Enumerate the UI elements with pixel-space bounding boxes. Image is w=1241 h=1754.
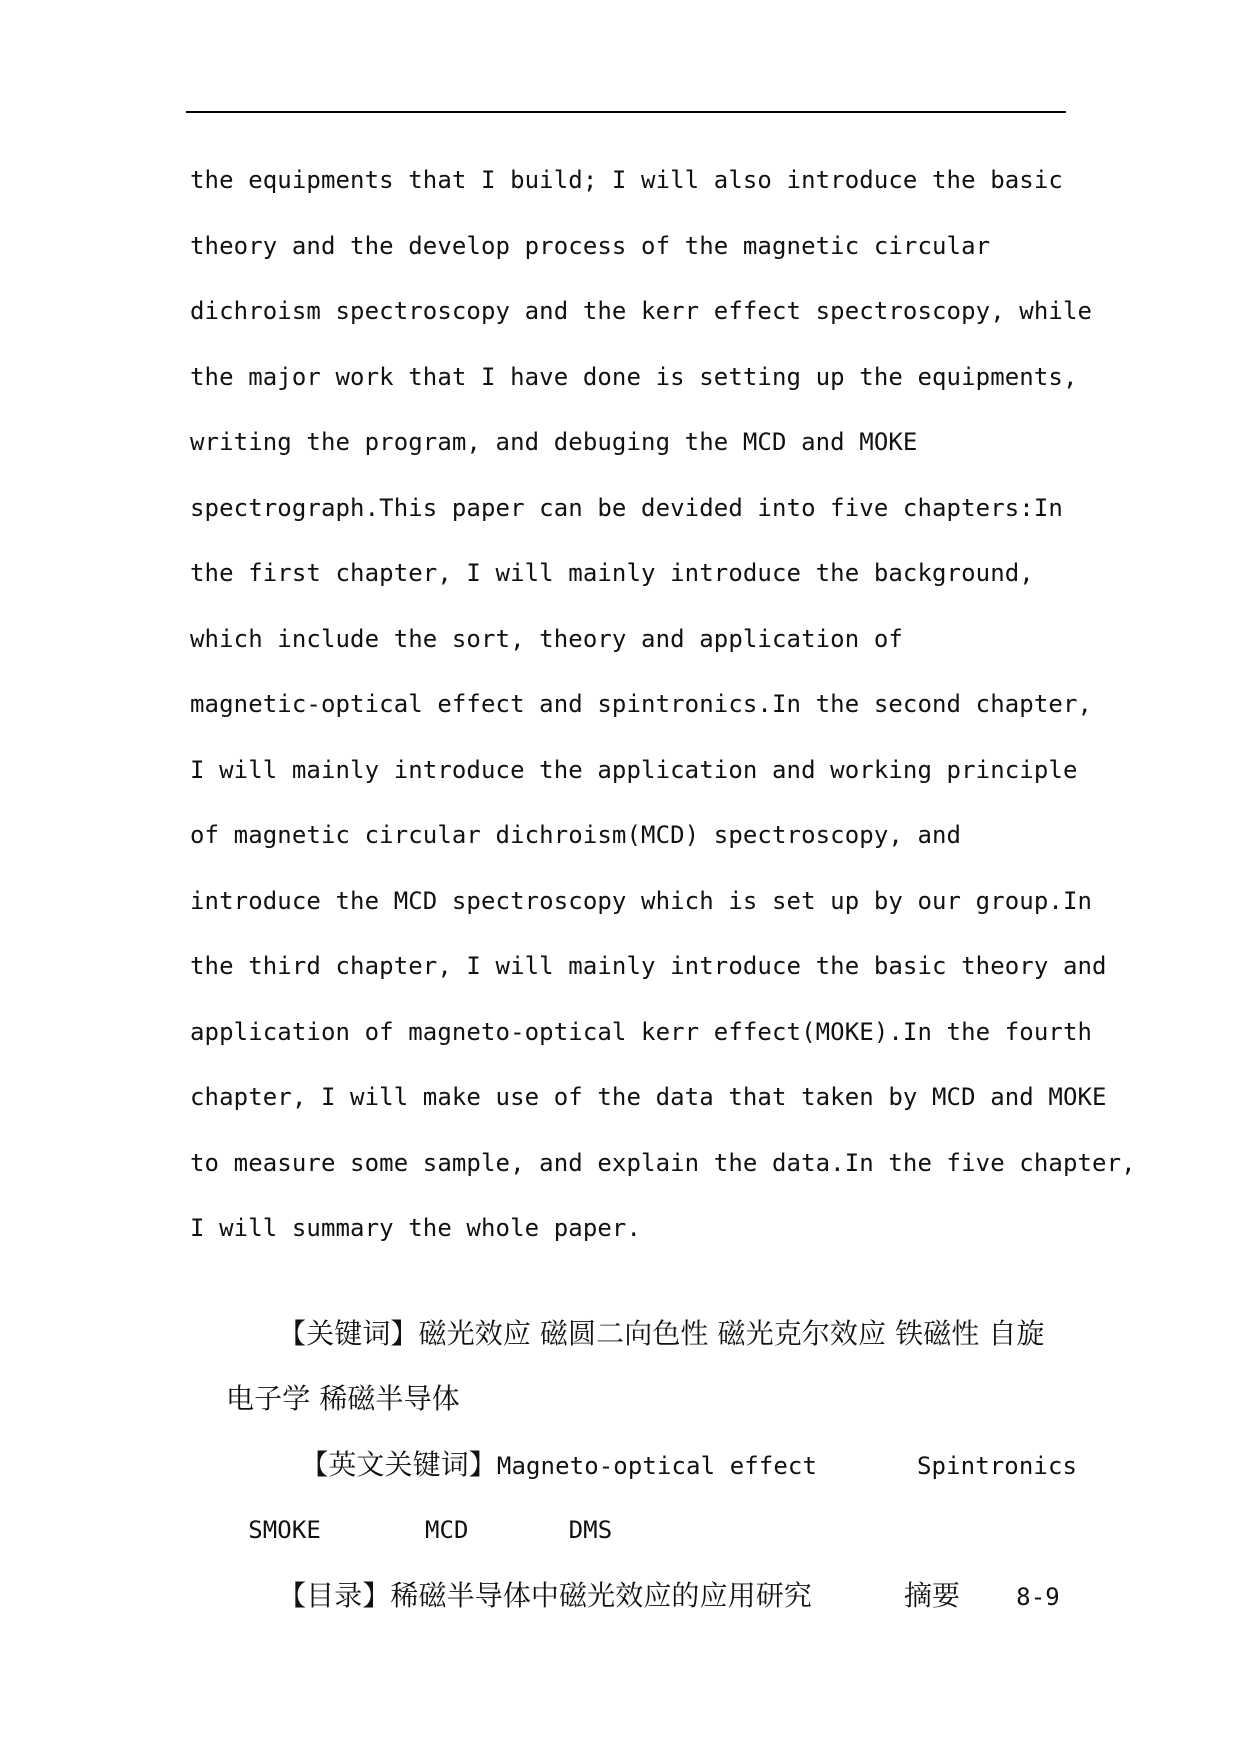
toc-pages: 8-9 — [1016, 1582, 1060, 1611]
toc-section: 摘要 — [903, 1578, 961, 1612]
english-keywords-label: 【英文关键词】 — [300, 1447, 497, 1481]
abstract-line: writing the program, and debuging the MCD and MOKE — [190, 428, 918, 456]
abstract-line: of magnetic circular dichroism(MCD) spectroscopy, and — [190, 821, 962, 849]
english-keyword: MCD — [424, 1516, 469, 1544]
english-keyword: SMOKE — [248, 1516, 321, 1544]
abstract-line: dichroism spectroscopy and the kerr effect spectroscopy, while — [190, 297, 1093, 325]
abstract-line: to measure some sample, and explain the data.In the five chapter, — [190, 1148, 1136, 1177]
english-keyword: Magneto-optical effect — [496, 1451, 817, 1480]
keywords-label: 【关键词】 — [278, 1316, 419, 1350]
abstract-line: theory and the develop process of the magnetic circular — [190, 231, 991, 260]
abstract-line: introduce the MCD spectroscopy which is set up by our group.In — [190, 886, 1093, 915]
abstract-line: I will summary the whole paper. — [190, 1214, 642, 1242]
abstract-line: which include the sort, theory and application of — [190, 624, 903, 653]
keywords-text-cont: 电子学 稀磁半导体 — [226, 1382, 460, 1415]
abstract-body — [190, 160, 1136, 1612]
abstract-line: the major work that I have done is setting up the equipments, — [190, 362, 1078, 391]
english-keyword: DMS — [568, 1516, 613, 1544]
abstract-line: the equipments that I build; I will also introduce the basic — [190, 166, 1063, 194]
keywords-text: 磁光效应 磁圆二向色性 磁光克尔效应 铁磁性 自旋 — [418, 1316, 1045, 1350]
toc-title: 稀磁半导体中磁光效应的应用研究 — [390, 1578, 812, 1612]
abstract-line: the third chapter, I will mainly introduce the basic theory and — [190, 952, 1107, 980]
abstract-line: the first chapter, I will mainly introduce the background, — [190, 559, 1034, 587]
keywords-line — [190, 1274, 1090, 1350]
abstract-line: magnetic-optical effect and spintronics.In the second chapter, — [190, 690, 1093, 718]
abstract-line: I will mainly introduce the application and working principle — [190, 755, 1078, 784]
toc-label: 【目录】 — [278, 1578, 391, 1612]
abstract-line: application of magneto-optical kerr effect(MOKE).In the fourth — [190, 1017, 1093, 1046]
abstract-line: chapter, I will make use of the data that taken by MCD and MOKE — [190, 1083, 1107, 1111]
abstract-line: spectrograph.This paper can be devided into five chapters:In — [190, 493, 1063, 522]
header-rule — [186, 111, 1066, 113]
english-keyword: Spintronics — [917, 1451, 1078, 1480]
